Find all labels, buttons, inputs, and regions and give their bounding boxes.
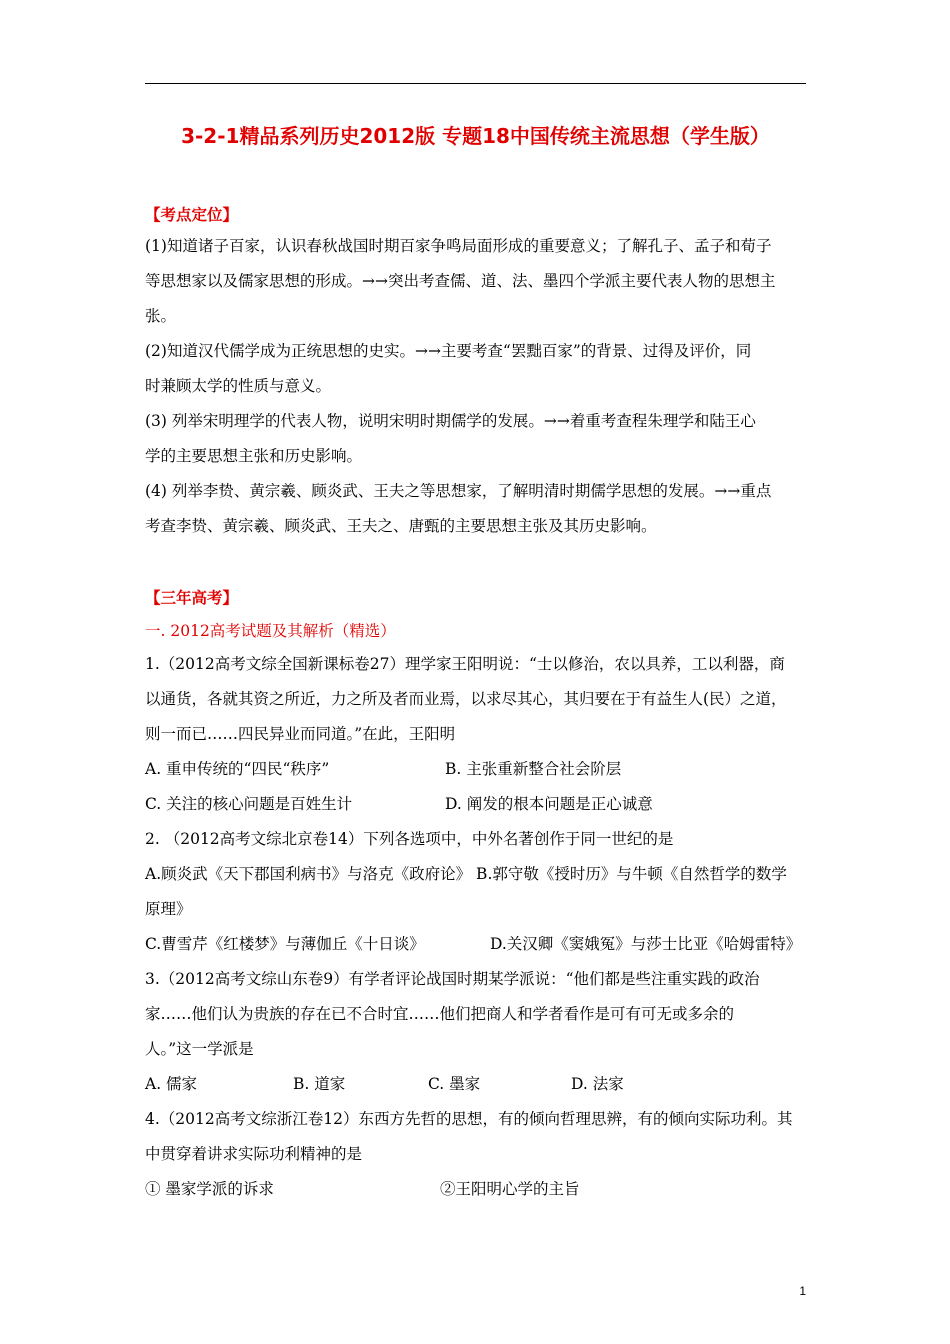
question-4-option-2: ②王阳明心学的主旨 — [440, 1180, 580, 1198]
question-1-option-a: A. 重申传统的“四民“秩序” — [145, 760, 330, 778]
text-line: 张。 — [145, 307, 177, 325]
question-1-option-b: B. 主张重新整合社会阶层 — [445, 760, 622, 778]
question-3-option-a: A. 儒家 — [145, 1075, 198, 1093]
section-header-three-years: 【三年高考】 — [145, 589, 239, 607]
question-4-line: 中贯穿着讲求实际功利精神的是 — [145, 1145, 363, 1163]
text-line: 考查李贽、黄宗羲、顾炎武、王夫之、唐甄的主要思想主张及其历史影响。 — [145, 517, 657, 535]
question-4-line: 4.（2012高考文综浙江卷12）东西方先哲的思想，有的倾向哲理思辨，有的倾向实际功利。其 — [145, 1110, 793, 1128]
question-1-line: 则一而已……四民异业而同道。”在此，王阳明 — [145, 725, 456, 743]
question-3-option-b: B. 道家 — [293, 1075, 346, 1093]
question-3-line: 3.（2012高考文综山东卷9）有学者评论战国时期某学派说：“他们都是些注重实践的政治 — [145, 970, 760, 988]
section-header-exam-points: 【考点定位】 — [145, 206, 239, 224]
question-3-line: 家……他们认为贵族的存在已不合时宜……他们把商人和学者看作是可有可无或多余的 — [145, 1005, 735, 1023]
text-line: 时兼顾太学的性质与意义。 — [145, 377, 332, 395]
question-1-line: 1.（2012高考文综全国新课标卷27）理学家王阳明说：“士以修治，农以具养，工以利器，商 — [145, 655, 785, 673]
question-4-option-1: ① 墨家学派的诉求 — [145, 1180, 274, 1198]
header-rule — [145, 83, 806, 84]
question-3-line: 人。”这一学派是 — [145, 1040, 254, 1058]
question-2-line: 2. （2012高考文综北京卷14）下列各选项中，中外名著创作于同一世纪的是 — [145, 830, 674, 848]
question-3-option-c: C. 墨家 — [428, 1075, 481, 1093]
text-line: (3) 列举宋明理学的代表人物，说明宋明时期儒学的发展。→→着重考查程朱理学和陆王心 — [145, 412, 756, 430]
question-3-option-d: D. 法家 — [571, 1075, 624, 1093]
question-1-line: 以通货，各就其资之所近，力之所及者而业焉，以求尽其心，其归要在于有益生人(民）之道， — [145, 690, 787, 708]
text-line: (2)知道汉代儒学成为正统思想的史实。→→主要考查“罢黜百家”的背景、过得及评价，同 — [145, 342, 752, 360]
question-2-line: A.顾炎武《天下郡国利病书》与洛克《政府论》 B.郭守敬《授时历》与牛顿《自然哲学的数学 — [145, 865, 787, 883]
text-line: 等思想家以及儒家思想的形成。→→突出考查儒、道、法、墨四个学派主要代表人物的思想主 — [145, 272, 776, 290]
page-number: 1 — [799, 1284, 806, 1298]
question-2-option-c: C.曹雪芹《红楼梦》与薄伽丘《十日谈》 — [145, 935, 425, 953]
question-2-option-d: D.关汉卿《窦娥冤》与莎士比亚《哈姆雷特》 — [490, 935, 802, 953]
subsection-header: 一. 2012高考试题及其解析（精选） — [145, 622, 396, 640]
text-line: (4) 列举李贽、黄宗羲、顾炎武、王夫之等思想家，了解明清时期儒学思想的发展。→→重点 — [145, 482, 772, 500]
document-title: 3-2-1精品系列历史2012版 专题18中国传统主流思想（学生版） — [181, 124, 770, 148]
text-line: 学的主要思想主张和历史影响。 — [145, 447, 363, 465]
text-line: (1)知道诸子百家，认识春秋战国时期百家争鸣局面形成的重要意义；了解孔子、孟子和荀子 — [145, 237, 772, 255]
question-2-line: 原理》 — [145, 900, 192, 918]
question-1-option-c: C. 关注的核心问题是百姓生计 — [145, 795, 353, 813]
question-1-option-d: D. 阐发的根本问题是正心诚意 — [445, 795, 653, 813]
